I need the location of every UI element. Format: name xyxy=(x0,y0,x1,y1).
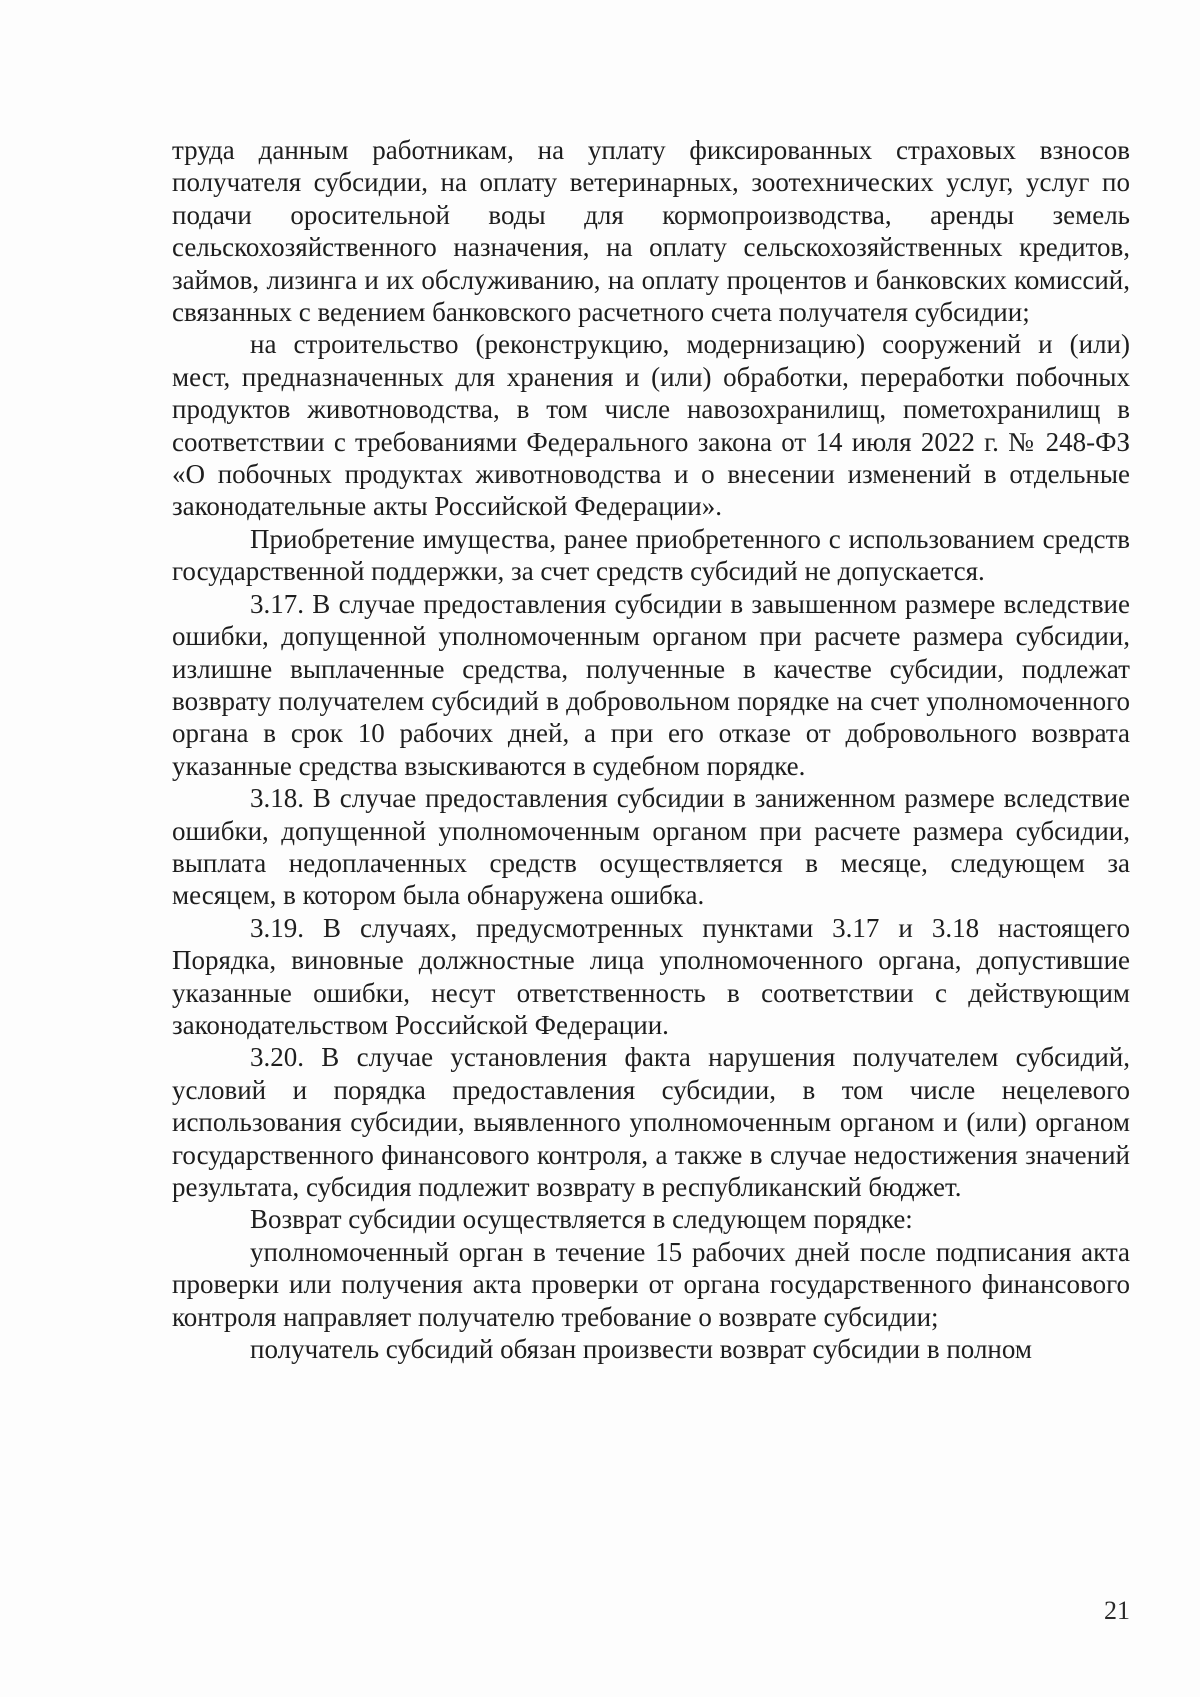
paragraph-3-17: 3.17. В случае предоставления субсидии в завышенном размере вследствие ошибки, допущенной уполномоченным органом при расчете размера субсидии, излишне выплаченные средства, полученные в качестве субсидии, подлежат возврату получателем субсидий в добровольном порядке на счет уполномоченного органа в срок 10 рабочих дней, а при его отказе от добровольного возврата указанные средства взыскиваются в судебном порядке. xyxy=(172,588,1130,781)
paragraph-3-20: 3.20. В случае установления факта нарушения получателем субсидий, условий и порядка предоставления субсидии, в том числе нецелевого использования субсидии, выявленного уполномоченным органом и (или) органом государственного финансового контроля, а также в случае недостижения значений результата, субсидия подлежит возврату в республиканский бюджет. xyxy=(172,1042,1130,1202)
paragraph-recipient-obligation: получатель субсидий обязан произвести возврат субсидии в полном xyxy=(250,1334,1032,1365)
paragraph-authority-demand: уполномоченный орган в течение 15 рабочих дней после подписания акта проверки или получения акта проверки от органа государственного финансового контроля направляет получателю требование о возврате субсидии; xyxy=(172,1236,1130,1332)
paragraph-3-18: 3.18. В случае предоставления субсидии в заниженном размере вследствие ошибки, допущенной уполномоченным органом при расчете размера субсидии, выплата недоплаченных средств осуществляется в месяце, следующем за месяцем, в котором была обнаружена ошибка. xyxy=(172,783,1130,911)
paragraph-construction: на строительство (реконструкцию, модернизацию) сооружений и (или) мест, предназначенных для хранения и (или) обработки, переработки побочных продуктов животноводства, в том числе навозохранилищ, пометохранилищ в соответствии с требованиями Федерального закона от 14 июля 2022 г. № 248-ФЗ «О побочных продуктах животноводства и о внесении изменений в отдельные законодательные акты Российской Федерации». xyxy=(172,329,1130,522)
paragraph-continuation: труда данным работникам, на уплату фиксированных страховых взносов получателя субсидии, на оплату ветеринарных, зоотехнических услуг, услуг по подачи оросительной воды для кормопроизводства, аренды земель сельскохозяйственного назначения, на оплату сельскохозяйственных кредитов, займов, лизинга и их обслуживанию, на оплату процентов и банковских комиссий, связанных с ведением банковского расчетного счета получателя субсидии; xyxy=(172,135,1130,328)
paragraph-3-19: 3.19. В случаях, предусмотренных пунктами 3.17 и 3.18 настоящего Порядка, виновные должностные лица уполномоченного органа, допустившие указанные ошибки, несут ответственность в соответствии с действующим законодательством Российской Федерации. xyxy=(172,912,1130,1040)
document-body xyxy=(172,134,1130,1365)
page-number: 21 xyxy=(1104,1596,1130,1625)
paragraph-property-acquisition: Приобретение имущества, ранее приобретенного с использованием средств государственной поддержки, за счет средств субсидий не допускается. xyxy=(172,523,1130,587)
paragraph-return-order: Возврат субсидии осуществляется в следующем порядке: xyxy=(250,1204,913,1235)
